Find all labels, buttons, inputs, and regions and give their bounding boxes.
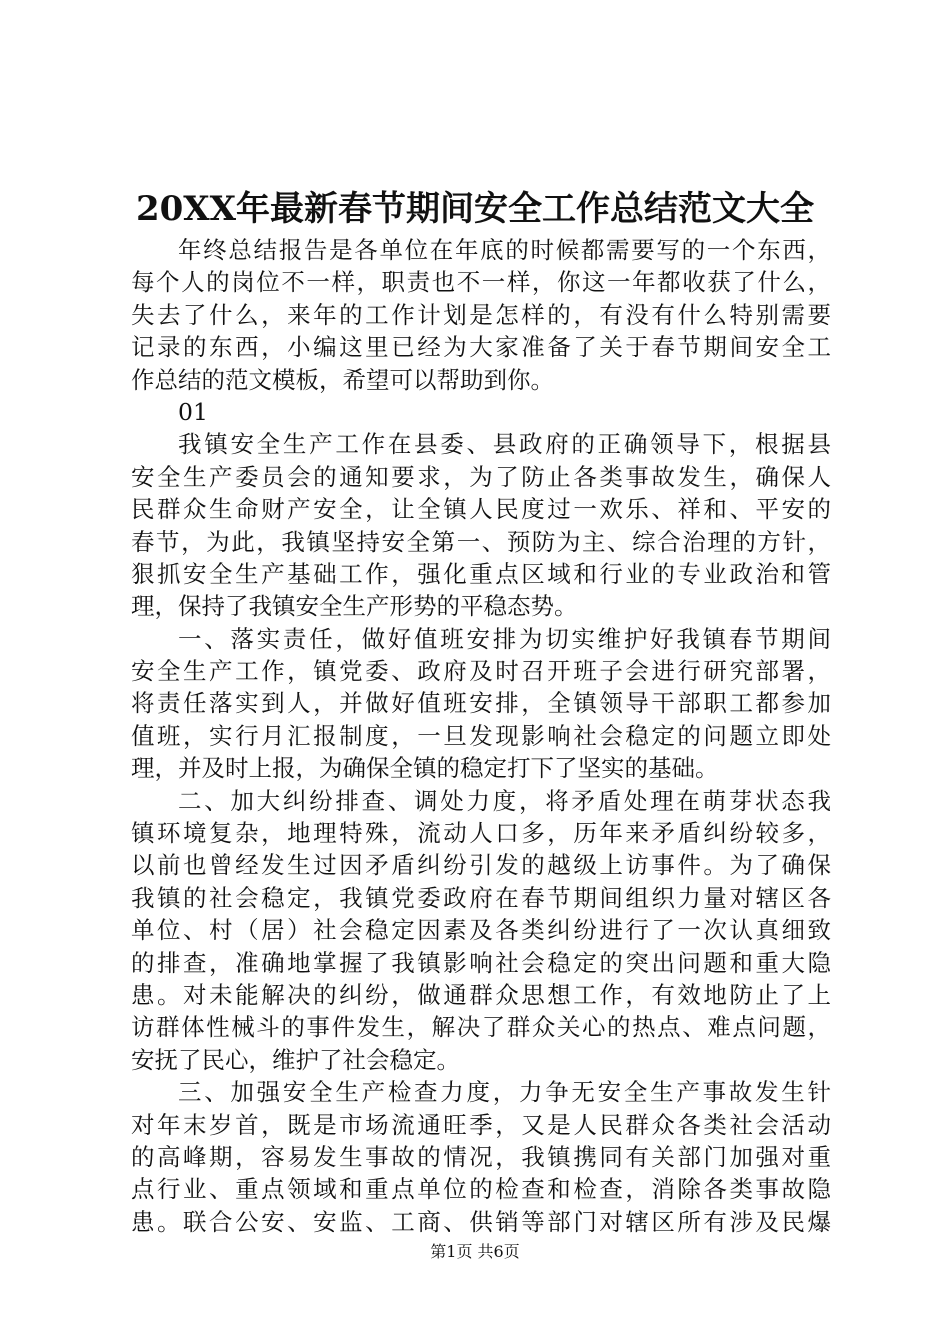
- paragraph-line: 安全生产委员会的通知要求，为了防止各类事故发生，确保人: [131, 462, 831, 491]
- paragraph-line: 患。联合公安、安监、工商、供销等部门对辖区所有涉及民爆: [131, 1207, 831, 1236]
- paragraph-line: 患。对未能解决的纠纷，做通群众思想工作，有效地防止了上: [131, 980, 831, 1009]
- paragraph-line: 以前也曾经发生过因矛盾纠纷引发的越级上访事件。为了确保: [131, 851, 831, 880]
- paragraph-line: 失去了什么，来年的工作计划是怎样的，有没有什么特别需要: [131, 300, 831, 329]
- paragraph-line: 一、落实责任，做好值班安排为切实维护好我镇春节期间: [178, 624, 831, 653]
- paragraph-line: 安全生产工作，镇党委、政府及时召开班子会进行研究部署，: [131, 657, 831, 686]
- paragraph-line: 我镇安全生产工作在县委、县政府的正确领导下，根据县: [178, 430, 831, 459]
- paragraph-line: 每个人的岗位不一样，职责也不一样，你这一年都收获了什么，: [131, 268, 831, 297]
- paragraph-line: 春节，为此，我镇坚持安全第一、预防为主、综合治理的方针，: [131, 527, 831, 556]
- paragraph-line: 年终总结报告是各单位在年底的时候都需要写的一个东西，: [178, 236, 831, 264]
- paragraph-line: 狠抓安全生产基础工作，强化重点区域和行业的专业政治和管: [131, 559, 831, 588]
- paragraph-line: 记录的东西，小编这里已经为大家准备了关于春节期间安全工: [131, 333, 831, 362]
- paragraph-line: 镇环境复杂，地理特殊，流动人口多，历年来矛盾纠纷较多，: [131, 819, 831, 848]
- paragraph-line: 理，并及时上报，为确保全镇的稳定打下了坚实的基础。: [131, 754, 719, 783]
- section-number: 01: [178, 397, 208, 426]
- page-footer: 第1页 共6页: [430, 1242, 520, 1261]
- paragraph-line: 的高峰期，容易发生事故的情况，我镇携同有关部门加强对重: [131, 1142, 831, 1171]
- paragraph-line: 的排查，准确地掌握了我镇影响社会稳定的突出问题和重大隐: [131, 948, 831, 977]
- paragraph-line: 二、加大纠纷排查、调处力度，将矛盾处理在萌芽状态我: [178, 786, 831, 815]
- paragraph-line: 我镇的社会稳定，我镇党委政府在春节期间组织力量对辖区各: [131, 883, 831, 912]
- document-body: [131, 234, 831, 1238]
- paragraph-line: 对年末岁首，既是市场流通旺季，又是人民群众各类社会活动: [131, 1110, 831, 1139]
- paragraph-line: 民群众生命财产安全，让全镇人民度过一欢乐、祥和、平安的: [131, 495, 831, 524]
- paragraph-line: 单位、村（居）社会稳定因素及各类纠纷进行了一次认真细致: [131, 916, 831, 945]
- paragraph-line: 点行业、重点领域和重点单位的检查和检查，消除各类事故隐: [131, 1175, 831, 1204]
- paragraph-line: 访群体性械斗的事件发生，解决了群众关心的热点、难点问题，: [131, 1013, 831, 1042]
- paragraph-line: 三、加强安全生产检查力度，力争无安全生产事故发生针: [178, 1078, 831, 1107]
- paragraph-line: 值班，实行月汇报制度，一旦发现影响社会稳定的问题立即处: [131, 721, 831, 750]
- paragraph-line: 作总结的范文模板，希望可以帮助到你。: [131, 365, 554, 394]
- paragraph-line: 将责任落实到人，并做好值班安排，全镇领导干部职工都参加: [131, 689, 831, 718]
- paragraph-line: 安抚了民心，维护了社会稳定。: [131, 1045, 460, 1074]
- document-title: 20XX年最新春节期间安全工作总结范文大全: [135, 189, 815, 229]
- paragraph-line: 理，保持了我镇安全生产形势的平稳态势。: [131, 592, 578, 621]
